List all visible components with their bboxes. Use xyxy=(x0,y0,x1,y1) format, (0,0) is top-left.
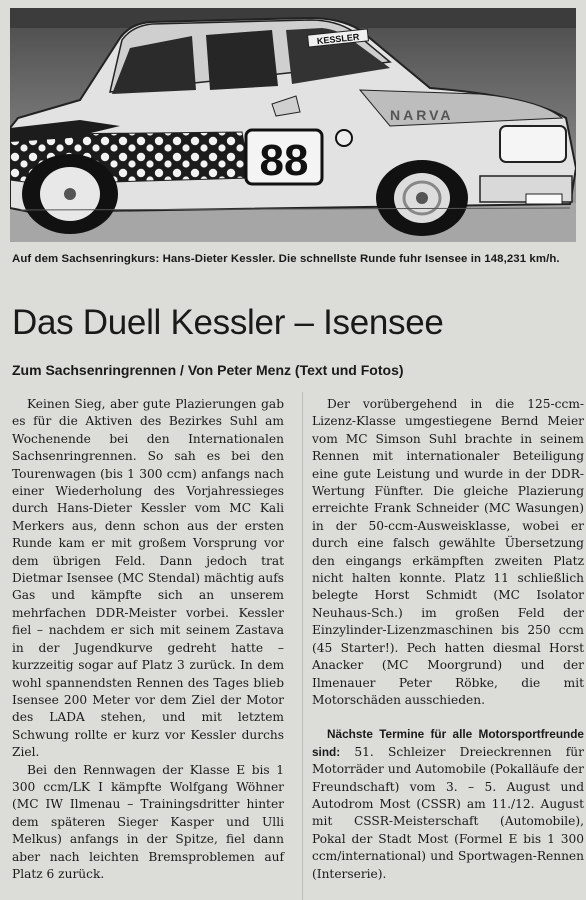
upcoming-dates-lead: Nächste Termine für alle Motorsportfreunde sind: xyxy=(312,727,584,759)
photo-caption: Auf dem Sachsenringkurs: Hans-Dieter Kessler. Die schnellste Runde fuhr Isensee in 148,231 km/h. xyxy=(12,253,560,265)
race-car-illustration xyxy=(10,8,576,242)
article-paragraph: Der vorübergehend in die 125-ccm-Lizenz-Klasse umgestiegene Bernd Meier vom MC Simson Suhl brachte in seinem Rennen mit internationaler Beteiligung eine gute Leistung und wurde in der DDR-Wertung Fünfter. Die gleiche Plazierung erreichte Frank Schneider (MC Wasungen) in der 50-ccm-Ausweisklasse, wobei er durch eine falsch gewählte Übersetzung den eingangs erkämpften zweiten Platz nicht halten konnte. Platz 11 schließlich belegte Horst Schmidt (MC Isolator Neuhaus-Sch.) im großen Feld der Einzylinder-Lizenzmaschinen bis 250 ccm (45 Starter!). Pech hatten diesmal Horst Anacker (MC Moorgrund) und der Ilmenauer Peter Röbke, die mit Motorschäden ausschieden. xyxy=(312,397,584,707)
upcoming-dates-paragraph xyxy=(312,726,584,883)
article-paragraph: Bei den Rennwagen der Klasse E bis 1 300 ccm/LK I kämpfte Wolfgang Wöhner (MC IW Ilmenau – Trainingsdritter hinter dem späteren Sieger Kasper und Ulli Melkus) anfangs in der Spitze, fiel dann aber nach leichten Bremsproblemen auf Platz 6 zurück. xyxy=(12,762,284,881)
article-column-right xyxy=(312,396,584,883)
car-number: 88 xyxy=(259,136,309,185)
headline: Das Duell Kessler – Isensee xyxy=(12,303,444,342)
upcoming-dates-text: 51. Schleizer Dreieckrennen für Motorräder und Automobile (Pokalläufe der Freundschaft) vom 3. – 5. August und Autodrom Most (CSSR) am 11./12. August mit CSSR-Meisterschaft (Automobile), Pokal der Stadt Most (Formel E bis 1 300 ccm/international) und Sportwagen-Rennen (Interserie). xyxy=(312,744,584,881)
column-divider xyxy=(302,392,303,900)
article-paragraph: Keinen Sieg, aber gute Plazierungen gab es für die Aktiven des Bezirkes Suhl am Wochenende bei den Internationalen Sachsenringrennen. So sah es bei den Tourenwagen (bis 1 300 ccm) anfangs nach einer Wiederholung des Vorjahressieges durch Hans-Dieter Kessler vom MC Kali Merkers aus, denn schon aus der ersten Runde kam er mit großem Vorsprung vor dem übrigen Feld. Dann jedoch trat Dietmar Isensee (MC Stendal) mächtig aufs Gas und kämpfte sich an unserem mehrfachen DDR-Meister vorbei. Kessler fiel – nachdem er sich mit seinem Zastava in der Jugendkurve gedreht hatte – kurzzeitig sogar auf Platz 3 zurück. In dem wohl spannendsten Rennen des Tages blieb Isensee 200 Meter vor dem Ziel der Motor des LADA stehen, und mit letztem Schwung rollte er kurz vor Kessler durchs Ziel. xyxy=(12,397,284,760)
hood-sponsor-text: NARVA xyxy=(390,107,454,123)
windshield-banner-text: KESSLER xyxy=(316,31,360,47)
article-column-left xyxy=(12,396,284,883)
subheadline-byline: Zum Sachsenringrennen / Von Peter Menz (Text und Fotos) xyxy=(12,362,404,378)
race-car-photo xyxy=(10,8,576,242)
